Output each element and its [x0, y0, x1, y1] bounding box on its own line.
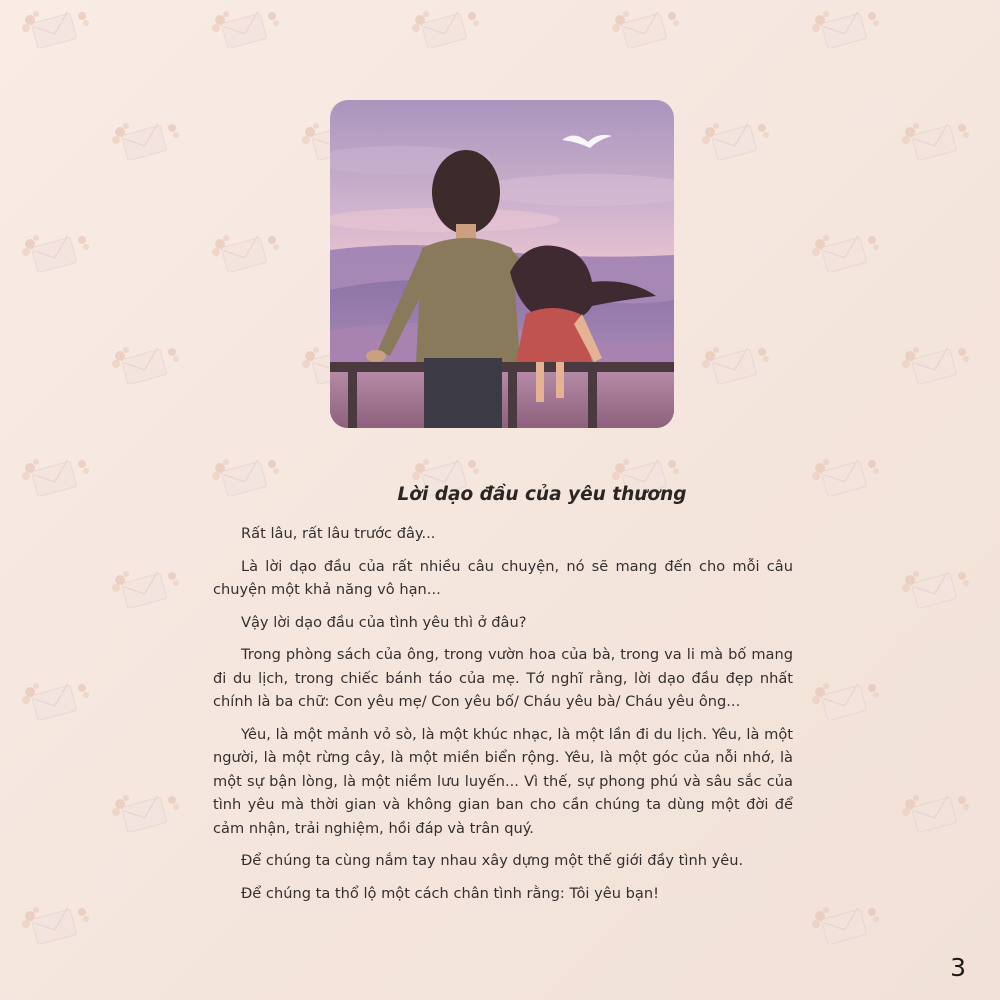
envelope-with-flower-icon	[900, 568, 970, 608]
envelope-with-flower-icon	[610, 8, 680, 48]
envelope-with-flower-icon	[20, 680, 90, 720]
envelope-with-flower-icon	[700, 120, 770, 160]
envelope-with-flower-icon	[20, 232, 90, 272]
cover-illustration	[330, 100, 674, 428]
paragraph: Vậy lời dạo đầu của tình yêu thì ở đâu?	[241, 613, 527, 631]
envelope-with-flower-icon	[20, 8, 90, 48]
envelope-with-flower-icon	[110, 120, 180, 160]
chapter-title: Lời dạo đầu của yêu thương	[397, 484, 687, 505]
paragraph: Để chúng ta cùng nắm tay nhau xây dựng một thế giới đầy tình yêu.	[241, 852, 744, 869]
paragraph: Là lời dạo đầu của rất nhiều câu chuyện, nó sẽ mang đến cho mỗi câu chuyện một khả năng vô hạn...	[213, 557, 793, 598]
envelope-with-flower-icon	[210, 8, 280, 48]
envelope-with-flower-icon	[110, 792, 180, 832]
envelope-with-flower-icon	[810, 680, 880, 720]
paragraph: Yêu, là một mảnh vỏ sò, là một khúc nhạc, là một lần đi du lịch. Yêu, là một người, là một rừng cây, là một miền biển rộng. Yêu, là một góc của nỗi nhớ, là một sự bận lòng, là một niềm lưu luyến... Vì thế, sự phong phú và sâu sắc của tình yêu mà thời gian và không gian ban cho cần chúng ta dùng một đời để cảm nhận, trải nghiệm, hồi đáp và trân quý.	[213, 725, 793, 837]
envelope-with-flower-icon	[20, 904, 90, 944]
envelope-with-flower-icon	[810, 904, 880, 944]
envelope-with-flower-icon	[410, 8, 480, 48]
paragraph: Để chúng ta thổ lộ một cách chân tình rằng: Tôi yêu bạn!	[241, 884, 659, 902]
envelope-with-flower-icon	[900, 120, 970, 160]
envelope-with-flower-icon	[110, 568, 180, 608]
envelope-with-flower-icon	[700, 344, 770, 384]
paragraph: Trong phòng sách của ông, trong vườn hoa của bà, trong va li mà bố mang đi du lịch, trong chiếc bánh táo của mẹ. Tớ nghĩ rằng, lời dạo đầu đẹp nhất chính là ba chữ: Con yêu mẹ/ Con yêu bố/ Cháu yêu bà/ Cháu yêu ông...	[213, 646, 793, 710]
envelope-with-flower-icon	[900, 792, 970, 832]
envelope-with-flower-icon	[900, 344, 970, 384]
envelope-with-flower-icon	[20, 456, 90, 496]
body-text	[213, 522, 793, 914]
envelope-with-flower-icon	[810, 8, 880, 48]
envelope-with-flower-icon	[210, 232, 280, 272]
paragraph: Rất lâu, rất lâu trước đây...	[241, 525, 436, 542]
page-number: 3	[950, 953, 966, 982]
envelope-with-flower-icon	[110, 344, 180, 384]
envelope-with-flower-icon	[810, 232, 880, 272]
